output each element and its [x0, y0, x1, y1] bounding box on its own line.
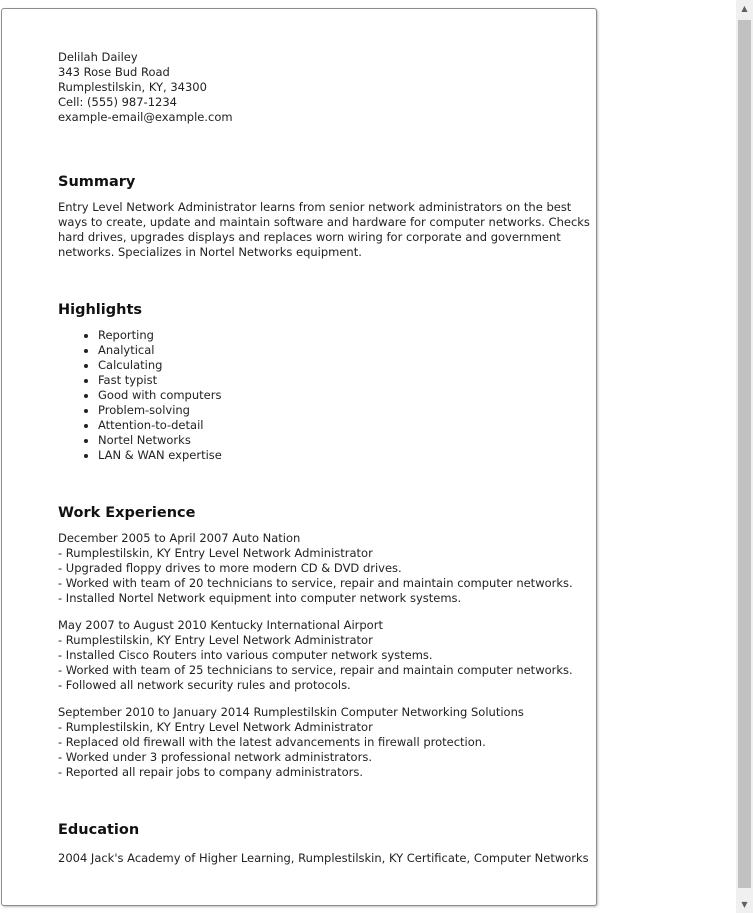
highlight-item: • Analytical: [98, 343, 592, 358]
work-heading: Work Experience: [58, 505, 196, 521]
summary-heading: Summary: [58, 174, 136, 190]
education-heading: Education: [58, 822, 140, 838]
contact-name: Delilah Dailey: [58, 50, 138, 64]
highlight-item: • LAN & WAN expertise: [98, 448, 592, 463]
contact-city: Rumplestilskin, KY, 34300: [58, 80, 207, 94]
highlight-item: • Reporting: [98, 328, 592, 343]
highlights-heading: Highlights: [58, 302, 143, 318]
education-text: 2004 Jack's Academy of Higher Learning, Rumplestilskin, KY Certificate, Computer Networks: [58, 851, 589, 865]
resume-content: [58, 50, 592, 866]
job-entry: [58, 705, 592, 780]
job-header: December 2005 to April 2007 Auto Nation: [58, 531, 301, 545]
summary-text: Entry Level Network Administrator learns from senior network administrators on the best ways to create, update and maintain software and hardware for computer networks. Checks hard drives, upgrades displays and replaces worn wiring for corporate and government networks. Specializes in Nortel Networks equipment.: [58, 200, 590, 259]
resume-page: [1, 8, 597, 906]
job-entry: [58, 618, 592, 693]
job-line: - Rumplestilskin, KY Entry Level Network Administrator: [58, 633, 373, 647]
job-header: May 2007 to August 2010 Kentucky International Airport: [58, 618, 383, 632]
contact-email: example-email@example.com: [58, 110, 233, 124]
job-header: September 2010 to January 2014 Rumplestilskin Computer Networking Solutions: [58, 705, 524, 719]
job-line: - Installed Cisco Routers into various computer network systems.: [58, 648, 433, 662]
job-entry: [58, 531, 592, 606]
highlight-item: • Attention-to-detail: [98, 418, 592, 433]
job-line: - Reported all repair jobs to company administrators.: [58, 765, 363, 779]
job-line: - Followed all network security rules and protocols.: [58, 678, 351, 692]
scrollbar-thumb[interactable]: [738, 20, 751, 888]
job-line: - Installed Nortel Network equipment into computer network systems.: [58, 591, 462, 605]
highlight-item: • Fast typist: [98, 373, 592, 388]
highlight-item: • Calculating: [98, 358, 592, 373]
scroll-up-arrow-icon[interactable]: ▲: [741, 3, 748, 13]
job-line: - Rumplestilskin, KY Entry Level Network Administrator: [58, 546, 373, 560]
job-line: - Worked with team of 25 technicians to service, repair and maintain computer networks.: [58, 663, 573, 677]
job-line: - Worked under 3 professional network administrators.: [58, 750, 372, 764]
highlight-item: • Problem-solving: [98, 403, 592, 418]
work-section: [58, 504, 592, 780]
summary-section: [58, 173, 592, 260]
contact-address: 343 Rose Bud Road: [58, 65, 170, 79]
job-line: - Worked with team of 20 technicians to service, repair and maintain computer networks.: [58, 576, 573, 590]
highlight-item: • Nortel Networks: [98, 433, 592, 448]
highlight-item: • Good with computers: [98, 388, 592, 403]
scroll-down-arrow-icon[interactable]: ▼: [741, 899, 748, 909]
vertical-scrollbar[interactable]: [736, 0, 753, 913]
contact-phone: Cell: (555) 987-1234: [58, 95, 177, 109]
highlights-section: [58, 301, 592, 463]
job-line: - Replaced old firewall with the latest advancements in firewall protection.: [58, 735, 486, 749]
highlights-list: [58, 328, 592, 463]
contact-block: [58, 50, 592, 125]
job-line: - Upgraded floppy drives to more modern CD & DVD drives.: [58, 561, 402, 575]
job-line: - Rumplestilskin, KY Entry Level Network Administrator: [58, 720, 373, 734]
education-section: [58, 821, 592, 866]
